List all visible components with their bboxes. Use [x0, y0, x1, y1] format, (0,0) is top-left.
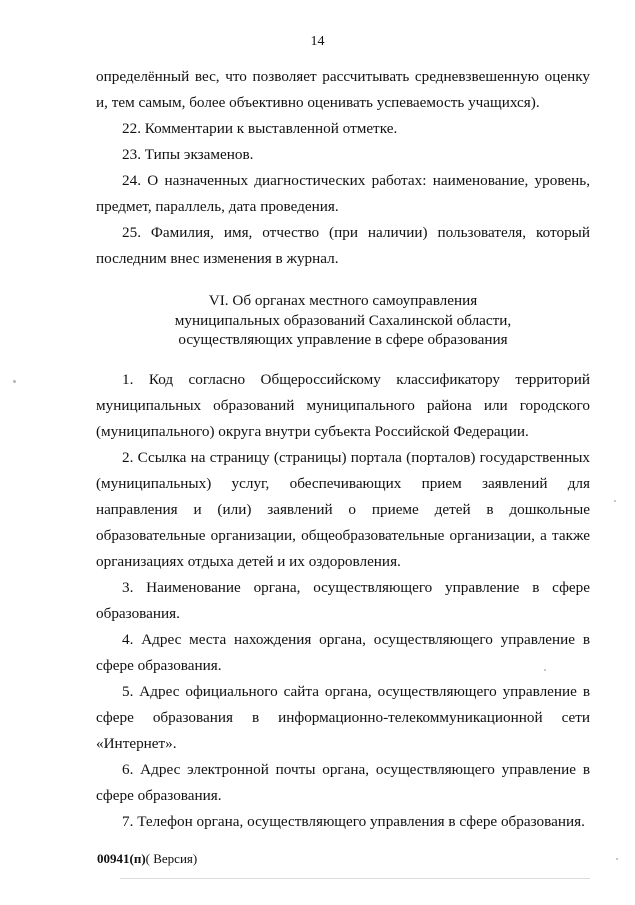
list-item: 5. Адрес официального сайта органа, осуществляющего управление в сфере образования в информационно-телекоммуникационной сети «Интернет».	[96, 683, 590, 752]
intro-block	[96, 64, 590, 272]
version-label: ( Версия)	[145, 851, 198, 866]
list-item: 1. Код согласно Общероссийскому классификатору территорий муниципальных образований муниципального района или городского (муниципального) округа внутри субъекта Российской Федерации.	[96, 371, 590, 440]
continuation-paragraph: определённый вес, что позволяет рассчитывать средневзвешенную оценку и, тем самым, более объективно оценивать успеваемость учащихся).	[96, 68, 590, 111]
list-item: 23. Типы экзаменов.	[122, 146, 254, 163]
section-heading	[96, 291, 590, 350]
list-item: 24. О назначенных диагностических работах: наименование, уровень, предмет, параллель, дата проведения.	[96, 172, 590, 215]
section-heading-line: муниципальных образований Сахалинской области,	[174, 311, 512, 329]
list-item: 6. Адрес электронной почты органа, осуществляющего управление в сфере образования.	[96, 761, 590, 804]
footer-doc-code	[97, 851, 197, 867]
list-item: 7. Телефон органа, осуществляющего управления в сфере образования.	[122, 813, 585, 830]
list-item: 22. Комментарии к выставленной отметке.	[122, 120, 398, 137]
section-list	[96, 367, 590, 835]
scan-speck	[616, 858, 618, 860]
doc-code: 00941(п)	[97, 851, 146, 866]
list-item: 25. Фамилия, имя, отчество (при наличии) пользователя, который последним внес изменения в журнал.	[96, 224, 590, 267]
footer-divider	[120, 878, 590, 879]
list-item: 2. Ссылка на страницу (страницы) портала (порталов) государственных (муниципальных) услуг, обеспечивающих прием заявлений для направления и (или) заявлений о приеме детей в дошкольные образовательные организации, общеобразовательные организации, а также организациях отдыха детей и их оздоровления.	[96, 449, 590, 570]
page-number: 14	[310, 34, 325, 49]
list-item: 4. Адрес места нахождения органа, осуществляющего управление в сфере образования.	[96, 631, 590, 674]
scan-speck	[13, 380, 16, 383]
section-heading-line: осуществляющих управление в сфере образования	[178, 331, 508, 348]
section-heading-line: VI. Об органах местного самоуправления	[208, 292, 478, 309]
list-item: 3. Наименование органа, осуществляющего управление в сфере образования.	[96, 579, 590, 622]
scan-speck	[614, 500, 616, 502]
scan-speck	[544, 669, 546, 671]
